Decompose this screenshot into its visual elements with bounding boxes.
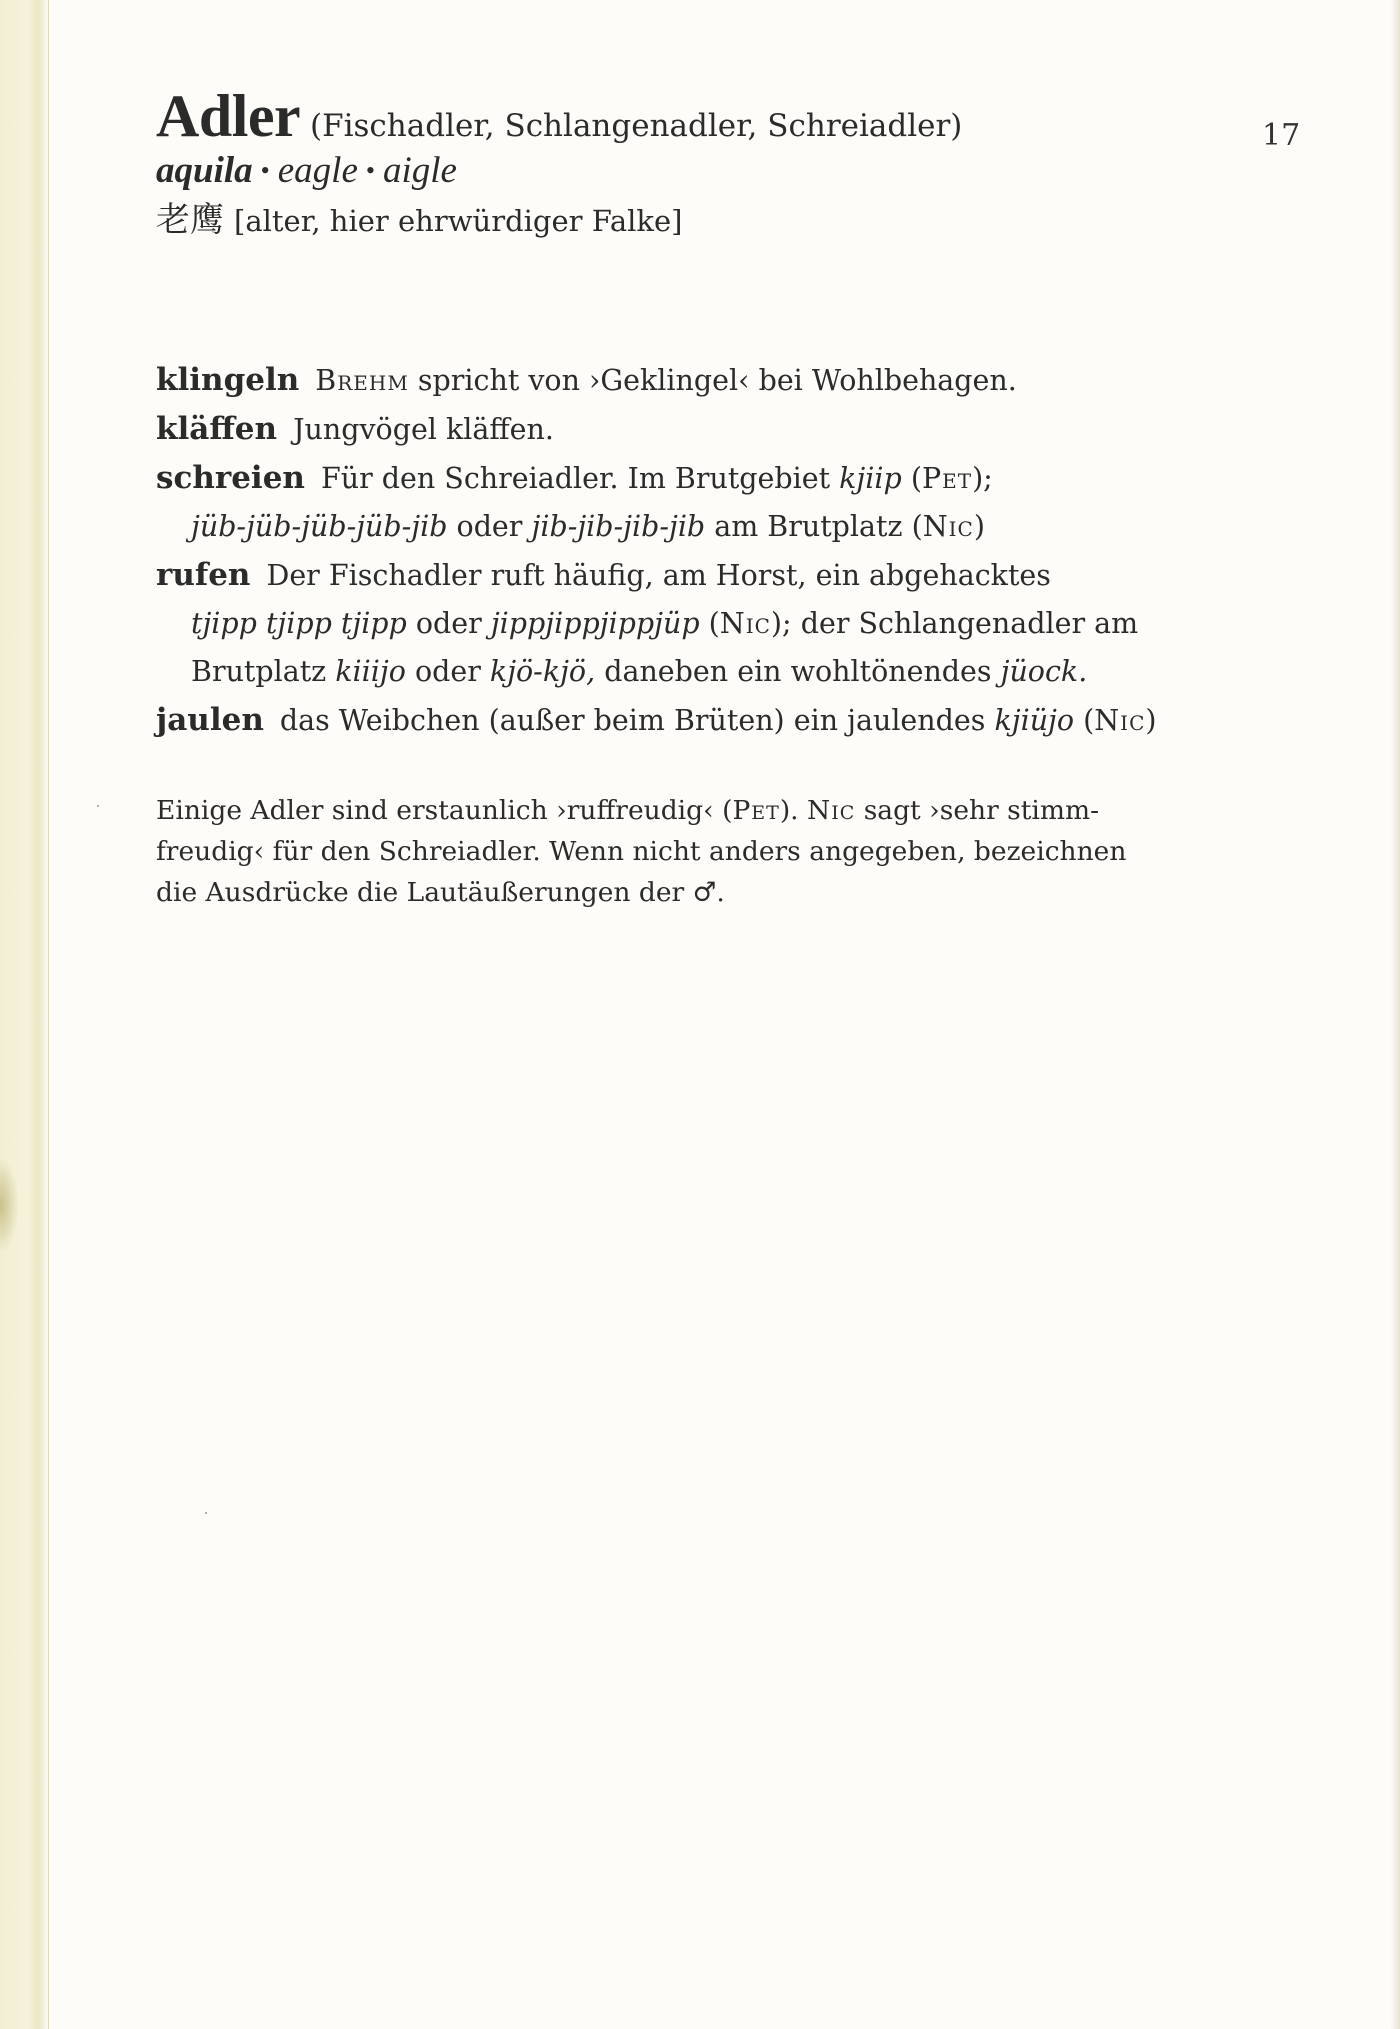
entry-text: oder	[456, 510, 523, 543]
french-name: aigle	[382, 150, 457, 191]
entry-text: oder	[414, 655, 481, 688]
note-line: die Ausdrücke die Lautäußerungen der ♂.	[156, 877, 725, 908]
note-text: ).	[779, 795, 808, 826]
paper-speck	[97, 805, 99, 807]
source-ref: Pet	[921, 462, 973, 495]
chinese-name: 老鹰	[156, 200, 224, 240]
entry-text: Jungvögel kläffen.	[293, 413, 554, 446]
paren: (	[911, 510, 923, 543]
source-ref: Brehm	[315, 364, 409, 397]
note-text: sagt ›sehr stimm-	[855, 795, 1100, 826]
entry-text: oder	[415, 607, 482, 640]
call-text: kjiip	[839, 462, 902, 495]
call-text: tjipp tjipp tjipp	[191, 607, 407, 640]
call-text: jüock.	[1000, 655, 1088, 688]
call-text: jippjippjippjüp	[490, 607, 700, 640]
paper-stain	[0, 1160, 18, 1250]
entry-term: jaulen	[156, 702, 264, 738]
entry-continuation	[156, 648, 1256, 696]
entry-term: klingeln	[156, 362, 300, 398]
entry-text: Brutplatz	[191, 655, 327, 688]
entry-klaeffen	[156, 405, 1256, 454]
note-line: freudig‹ für den Schreiadler. Wenn nicht anders angegeben, bezeichnen	[156, 836, 1127, 867]
entry-text: am Brutplatz	[714, 510, 903, 543]
chinese-gloss: [alter, hier ehrwürdiger Falke]	[234, 204, 683, 238]
entry-continuation	[156, 600, 1256, 648]
entry-subtitle: (Fischadler, Schlangenadler, Schreiadler)	[310, 108, 963, 144]
paren: (	[910, 462, 922, 495]
call-text: kjiüjo	[994, 704, 1075, 737]
entry-jaulen	[156, 696, 1256, 745]
entry-term: schreien	[156, 460, 305, 496]
paper-speck	[205, 1512, 207, 1514]
paren: (	[1083, 704, 1095, 737]
call-text: jib-jib-jib-jib	[531, 510, 706, 543]
call-text: kiiijo	[335, 655, 406, 688]
entry-text: das Weibchen (außer beim Brüten) ein jaulendes	[279, 704, 986, 737]
sound-entries	[156, 356, 1256, 745]
entry-text: der Schlangenadler am	[800, 607, 1139, 640]
source-ref: Nic	[719, 607, 771, 640]
separator-dot: •	[260, 156, 270, 185]
paren: );	[972, 462, 993, 495]
chinese-line	[156, 195, 962, 246]
latin-name: aquila	[156, 150, 253, 191]
note-text: Einige Adler sind erstaunlich ›ruffreudig‹ (	[156, 795, 733, 826]
page-number: 17	[1262, 118, 1301, 153]
entry-header	[156, 83, 963, 246]
entry-klingeln	[156, 356, 1256, 405]
entry-text: spricht von ›Geklingel‹ bei Wohlbehagen.	[417, 364, 1017, 397]
paren: );	[770, 607, 792, 640]
source-ref: Nic	[1094, 704, 1146, 737]
entry-text: daneben ein wohltönendes	[604, 655, 992, 688]
entry-rufen	[156, 551, 1256, 600]
paren: )	[1145, 704, 1157, 737]
english-name: eagle	[277, 150, 358, 191]
entry-term: kläffen	[156, 411, 278, 447]
note-line	[156, 790, 1216, 831]
entry-term: rufen	[156, 557, 251, 593]
paren: (	[708, 607, 720, 640]
entry-text: Der Fischadler ruft häufig, am Horst, ein abgehacktes	[266, 559, 1051, 592]
call-text: jüb-jüb-jüb-jüb-jib	[191, 510, 448, 543]
source-ref: Pet	[732, 795, 780, 826]
page-gutter	[0, 0, 49, 2029]
page-edge-shadow	[1390, 0, 1400, 2029]
footnote-paragraph	[156, 790, 1216, 913]
entry-title: Adler	[156, 83, 301, 149]
title-line	[156, 83, 963, 149]
entry-schreien	[156, 454, 1256, 503]
source-ref: Nic	[922, 510, 974, 543]
separator-dot: •	[365, 156, 375, 185]
paren: )	[973, 510, 985, 543]
entry-text: Für den Schreiadler. Im Brutgebiet	[320, 462, 831, 495]
source-ref: Nic	[807, 795, 856, 826]
translations-line	[156, 147, 962, 195]
call-text: kjö-kjö,	[489, 655, 596, 688]
entry-continuation	[156, 503, 1256, 551]
